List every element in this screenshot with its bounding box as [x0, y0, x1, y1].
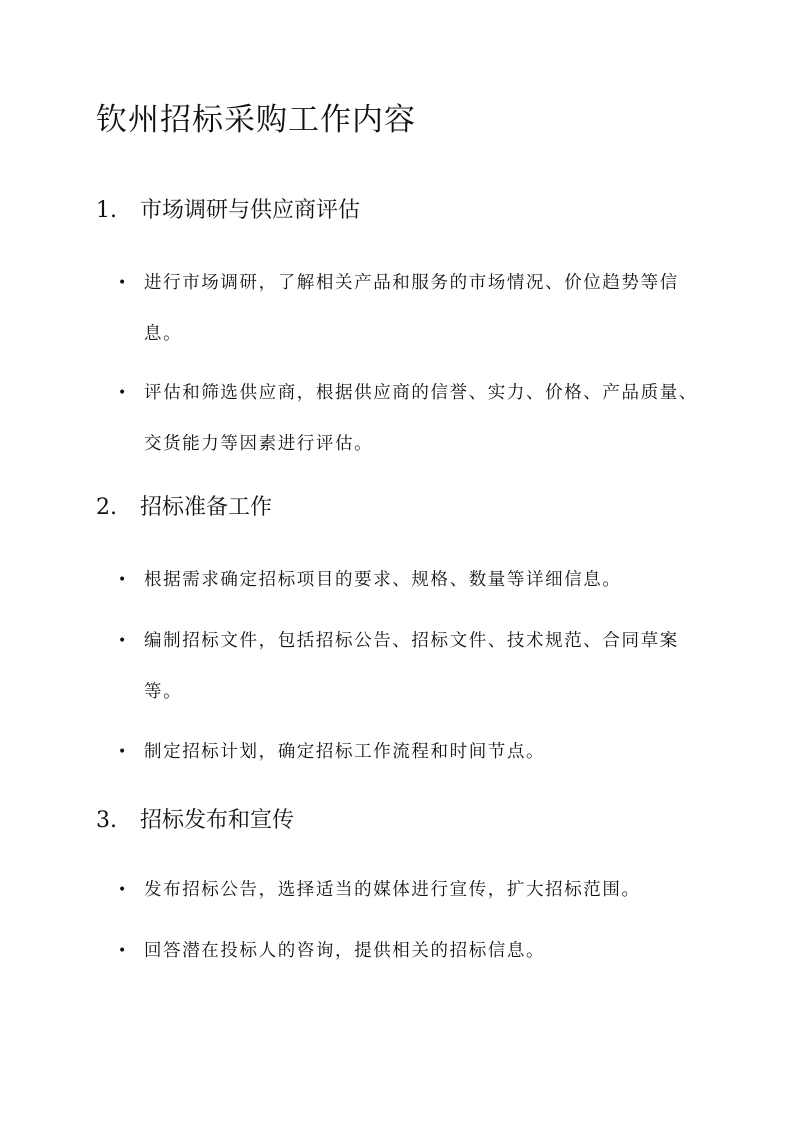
list-item-text: 回答潜在投标人的咨询，提供相关的招标信息。 — [144, 941, 546, 961]
bullet-icon: • — [118, 943, 128, 959]
section-title: 招标准备工作 — [140, 495, 273, 520]
list-item — [118, 865, 698, 916]
bullet-icon: • — [118, 572, 128, 588]
list-item — [118, 555, 698, 606]
bullet-icon: • — [118, 882, 128, 898]
section-heading-3 — [96, 804, 294, 838]
list-item-text: 进行市场调研，了解相关产品和服务的市场情况、价位趋势等信息。 — [144, 273, 679, 344]
list-item-text: 发布招标公告，选择适当的媒体进行宣传，扩大招标范围。 — [144, 880, 641, 900]
section-number: 3. — [96, 808, 117, 833]
bullet-icon: • — [118, 385, 128, 401]
section-number: 1. — [96, 198, 117, 223]
list-item-text: 评估和筛选供应商，根据供应商的信誉、实力、价格、产品质量、交货能力等因素进行评估。 — [144, 383, 698, 454]
section-heading-2 — [96, 491, 272, 525]
list-item — [118, 258, 698, 360]
bullet-icon: • — [118, 633, 128, 649]
list-item — [118, 616, 698, 718]
section-number: 2. — [96, 495, 117, 520]
section-title: 市场调研与供应商评估 — [140, 198, 361, 223]
bullet-icon: • — [118, 275, 128, 291]
bullet-icon: • — [118, 744, 128, 760]
list-item — [118, 368, 698, 470]
list-item-text: 制定招标计划，确定招标工作流程和时间节点。 — [144, 742, 546, 762]
section-title: 招标发布和宣传 — [140, 808, 295, 833]
section-heading-1 — [96, 194, 360, 228]
list-item — [118, 727, 698, 778]
list-item-text: 根据需求确定招标项目的要求、规格、数量等详细信息。 — [144, 570, 622, 590]
list-item — [118, 926, 698, 977]
document-title: 钦州招标采购工作内容 — [96, 102, 416, 138]
list-item-text: 编制招标文件，包括招标公告、招标文件、技术规范、合同草案等。 — [144, 631, 679, 702]
